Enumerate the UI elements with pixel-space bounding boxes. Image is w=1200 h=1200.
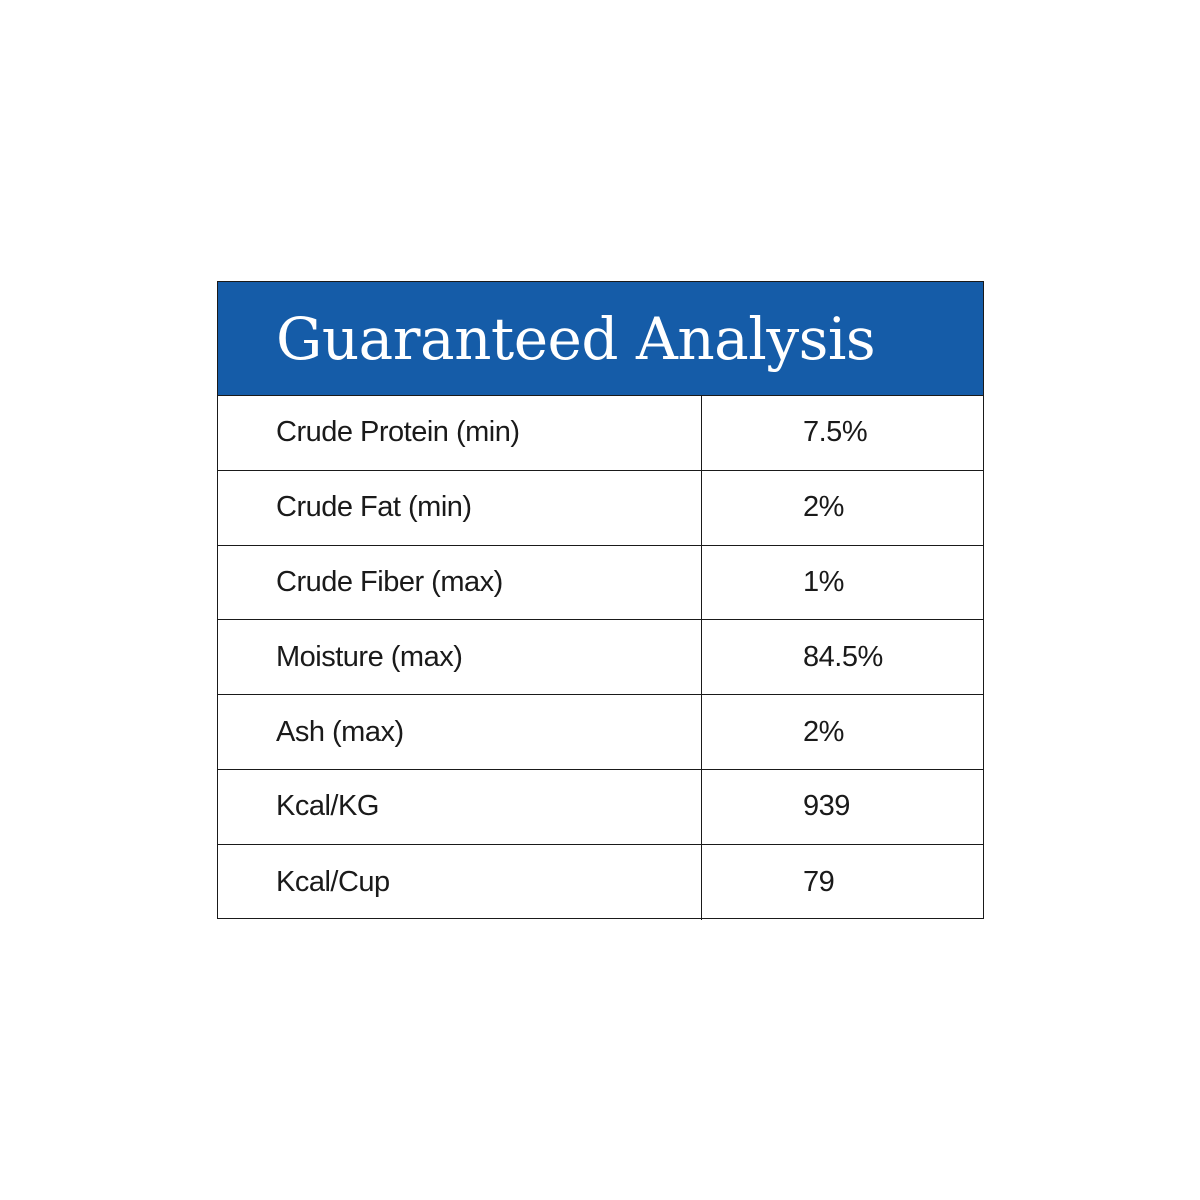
- row-value: 2%: [803, 715, 844, 748]
- row-value: 84.5%: [803, 640, 883, 673]
- table-header: [218, 282, 983, 396]
- table-row-ash: [218, 695, 983, 770]
- row-label: Moisture (max): [218, 620, 702, 694]
- table-row-crude-fat: [218, 471, 983, 546]
- table-title: Guaranteed Analysis: [276, 305, 876, 373]
- row-label: Crude Fiber (max): [218, 546, 702, 620]
- row-label: Kcal/Cup: [218, 845, 702, 920]
- row-value: 2%: [803, 491, 844, 524]
- row-label: Kcal/KG: [218, 770, 702, 844]
- guaranteed-analysis-table: [217, 281, 984, 919]
- row-value: 1%: [803, 565, 844, 598]
- row-label: Crude Fat (min): [218, 471, 702, 545]
- row-label: Crude Protein (min): [218, 396, 702, 470]
- table-row-crude-fiber: [218, 546, 983, 621]
- row-label: Ash (max): [218, 695, 702, 769]
- table-row-moisture: [218, 620, 983, 695]
- table-row-crude-protein: [218, 396, 983, 471]
- row-value: 939: [803, 790, 850, 823]
- row-value: 7.5%: [803, 416, 868, 449]
- row-value: 79: [803, 865, 835, 898]
- table-row-kcal-kg: [218, 770, 983, 845]
- table-row-kcal-cup: [218, 845, 983, 920]
